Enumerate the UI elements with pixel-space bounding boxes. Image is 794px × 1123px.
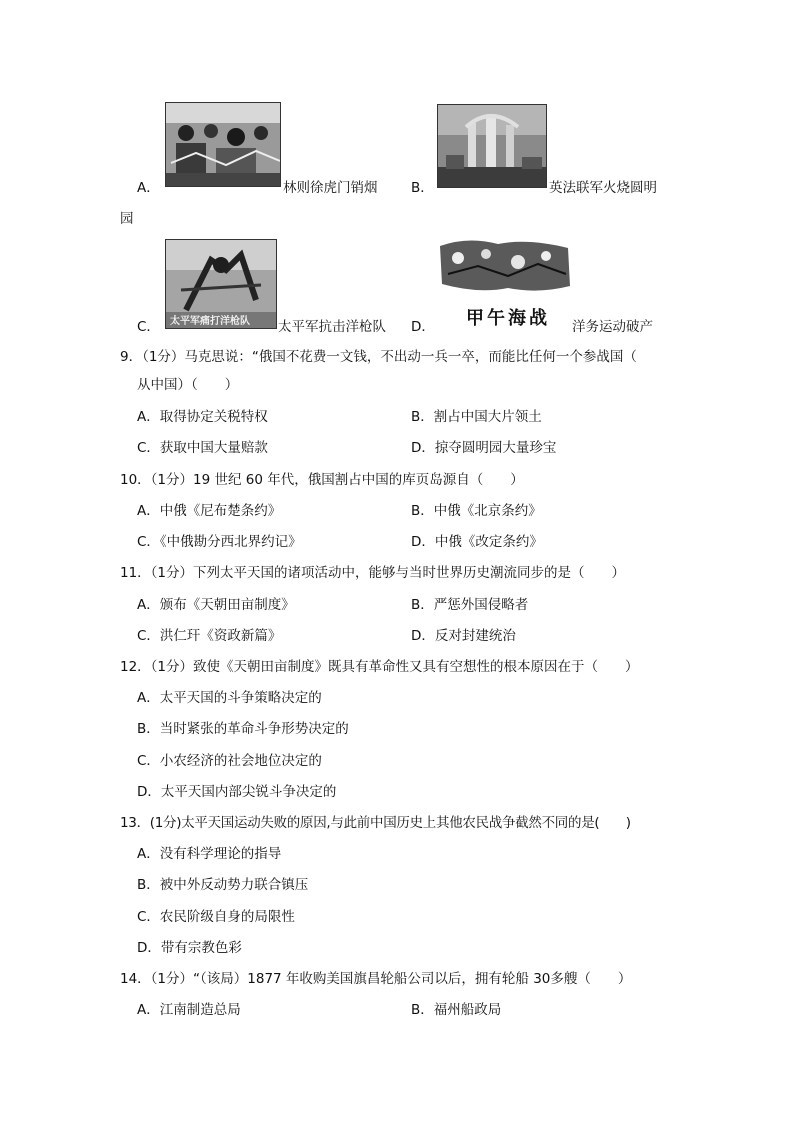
question-12-option-c[interactable]: C．小农经济的社会地位决定的 [137, 753, 322, 769]
q8-option-b-caption-wrap: 园 [120, 211, 134, 227]
question-12-option-b[interactable]: B．当时紧张的革命斗争形势决定的 [137, 721, 349, 737]
question-14-option-b[interactable]: B．福州船政局 [411, 1002, 502, 1018]
question-14-stem: 14．（1分）“（该局）1877 年收购美国旗昌轮船公司以后，拥有轮船 30多艘（ ） [120, 971, 632, 987]
question-11-option-d[interactable]: D．反对封建统治 [411, 628, 516, 644]
question-12-option-d[interactable]: D．太平天国内部尖锐斗争决定的 [137, 784, 337, 800]
question-13-option-a[interactable]: A．没有科学理论的指导 [137, 846, 282, 862]
question-9-option-d[interactable]: D．掠夺圆明园大量珍宝 [411, 440, 557, 456]
question-13-stem: 13．(1分)太平天国运动失败的原因,与此前中国历史上其他农民战争截然不同的是( ) [120, 815, 631, 831]
q8-option-a-letter: A． [137, 180, 160, 196]
question-9-stem-cont: 从中国）（ ） [137, 377, 239, 393]
question-11-option-c[interactable]: C．洪仁玕《资政新篇》 [137, 628, 282, 644]
question-10-option-c[interactable]: C．《中俄勘分西北界约记》 [137, 534, 302, 550]
q8-option-a-caption: 林则徐虎门销烟 [283, 180, 378, 196]
q8-option-d-caption: 洋务运动破产 [572, 319, 653, 335]
q8-option-b-caption: 英法联军火烧圆明 [549, 180, 657, 196]
question-13-option-c[interactable]: C．农民阶级自身的局限性 [137, 909, 295, 925]
question-13-option-b[interactable]: B．被中外反动势力联合镇压 [137, 877, 309, 893]
question-12-option-a[interactable]: A．太平天国的斗争策略决定的 [137, 690, 322, 706]
q8-option-c-caption: 太平军抗击洋枪队 [278, 319, 386, 335]
question-10-option-d[interactable]: D．中俄《改定条约》 [411, 534, 543, 550]
question-9-option-b[interactable]: B．割占中国大片领土 [411, 409, 542, 425]
question-10-option-a[interactable]: A．中俄《尼布楚条约》 [137, 503, 282, 519]
question-13-option-d[interactable]: D．带有宗教色彩 [137, 940, 242, 956]
question-10-option-b[interactable]: B．中俄《北京条约》 [411, 503, 542, 519]
q8-option-b-letter: B． [411, 180, 434, 196]
question-9-option-a[interactable]: A．取得协定关税特权 [137, 409, 268, 425]
lin-zexu-opium-image [165, 102, 281, 187]
question-14-option-a[interactable]: A．江南制造总局 [137, 1002, 241, 1018]
yuanmingyuan-ruins-image [437, 104, 547, 188]
question-11-option-b[interactable]: B．严惩外国侵略者 [411, 597, 529, 613]
question-11-stem: 11．（1分）下列太平天国的诸项活动中，能够与当时世界历史潮流同步的是（ ） [120, 565, 626, 581]
sino-japanese-war-image [438, 236, 572, 328]
question-9-option-c[interactable]: C．获取中国大量赔款 [137, 440, 268, 456]
question-10-stem: 10．（1分）19 世纪 60 年代，俄国割占中国的库页岛源自（ ） [120, 472, 524, 488]
taiping-image-text: 太平军痛打洋枪队 [170, 316, 250, 327]
question-11-option-a[interactable]: A．颁布《天朝田亩制度》 [137, 597, 295, 613]
question-9-stem: 9．（1分）马克思说：“俄国不花费一文钱，不出动一兵一卒，而能比任何一个参战国（ [120, 349, 637, 365]
taiping-army-image [165, 239, 277, 329]
question-12-stem: 12．（1分）致使《天朝田亩制度》既具有革命性又具有空想性的根本原因在于（ ） [120, 659, 639, 675]
q8-option-c-letter: C． [137, 319, 160, 335]
q8-option-d-letter: D． [411, 319, 435, 335]
sino-japanese-war-image-text: 甲午海战 [466, 308, 550, 328]
